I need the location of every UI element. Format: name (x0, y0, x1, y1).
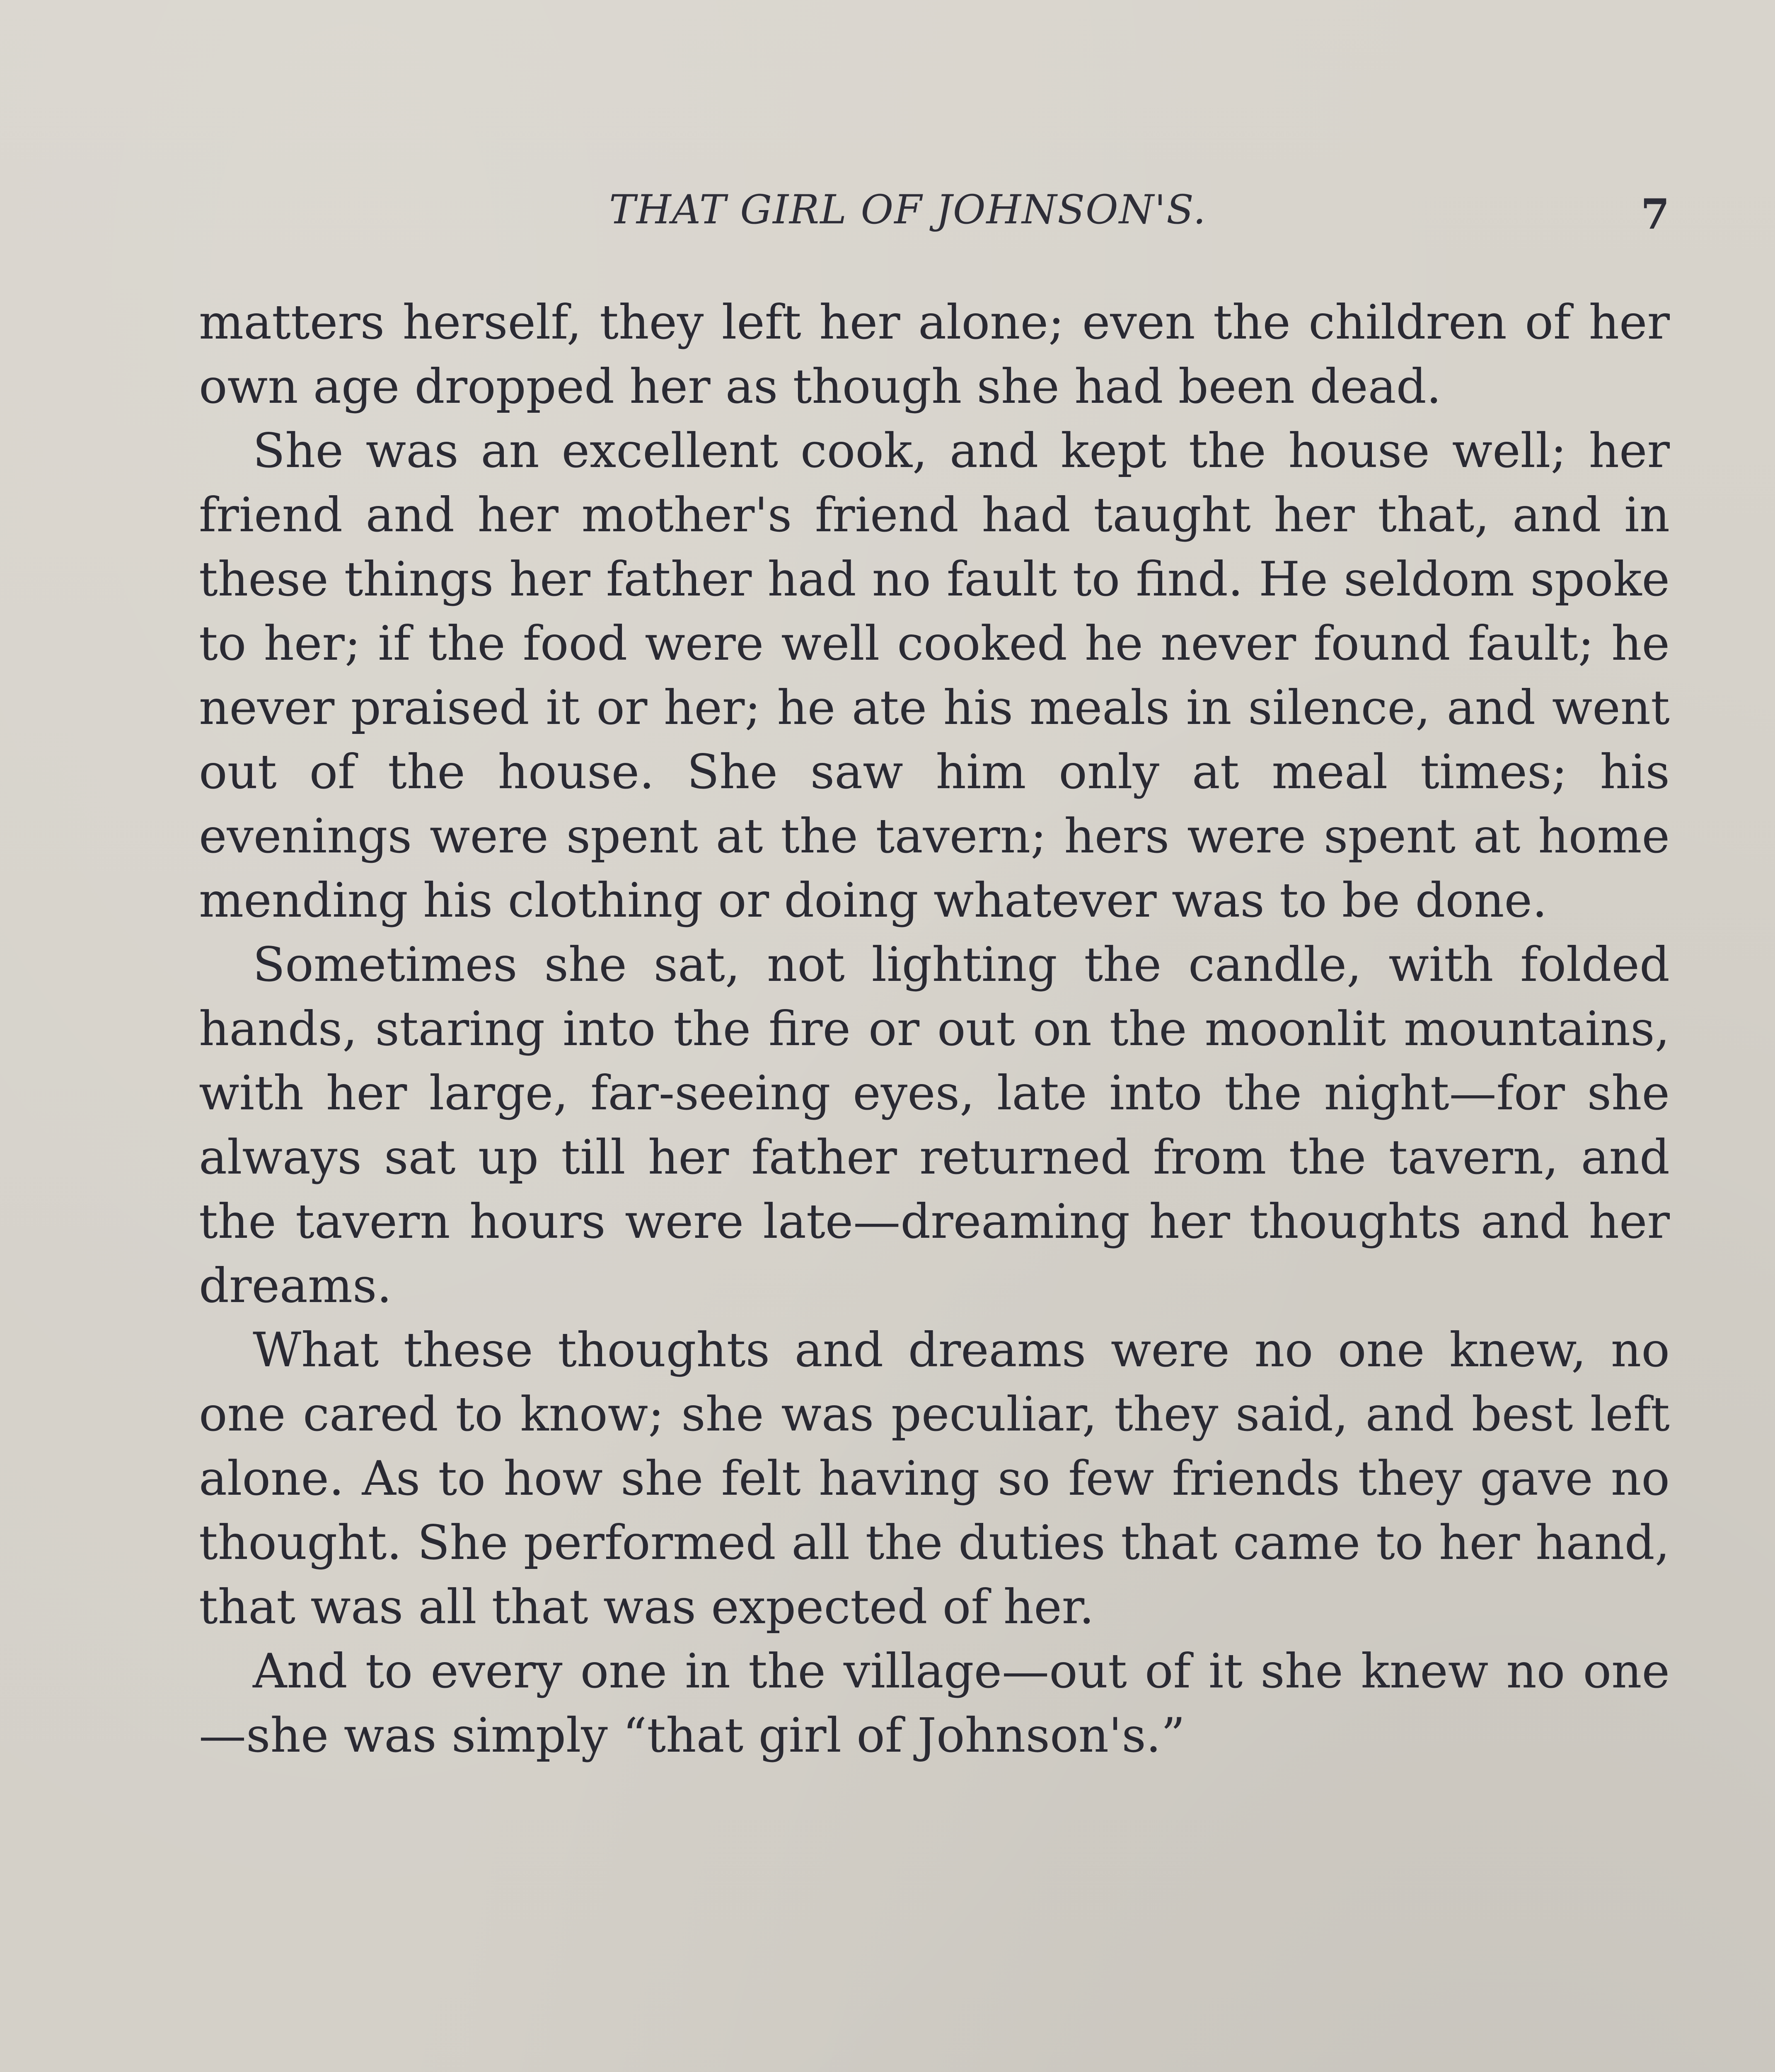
running-head (0, 178, 1775, 239)
paragraph: And to every one in the village—out of it she knew no one—she was simply “that girl of Johnson's.” (199, 1644, 1670, 1763)
paragraph: What these thoughts and dreams were no one knew, no one cared to know; she was peculiar, they said, and best left alone. As to how she felt having so few friends they gave no thought. She performed all the duties that came to her hand, that was all that was expected of her. (199, 1322, 1670, 1634)
running-title: THAT GIRL OF JOHNSON'S. (609, 186, 1207, 233)
paragraph-continued: matters herself, they left her alone; even the children of her own age dropped her as though she had been dead. (199, 295, 1670, 414)
body-text (199, 290, 1670, 1767)
page-number: 7 (1641, 190, 1670, 239)
paragraph: Sometimes she sat, not lighting the candle, with folded hands, staring into the fire or out on the moonlit mountains, with her large, far-seeing eyes, late into the night—for she always sat up till her father returned from the tavern, and the tavern hours were late—dreaming her thoughts and her dreams. (199, 937, 1670, 1313)
paragraph: She was an excellent cook, and kept the house well; her friend and her mother's friend had taught her that, and in these things her father had no fault to find. He seldom spoke to her; if the food were well cooked he never found fault; he never praised it or her; he ate his meals in silence, and went out of the house. She saw him only at meal times; his evenings were spent at the tavern; hers were spent at home mending his clothing or doing whatever was to be done. (199, 423, 1670, 928)
